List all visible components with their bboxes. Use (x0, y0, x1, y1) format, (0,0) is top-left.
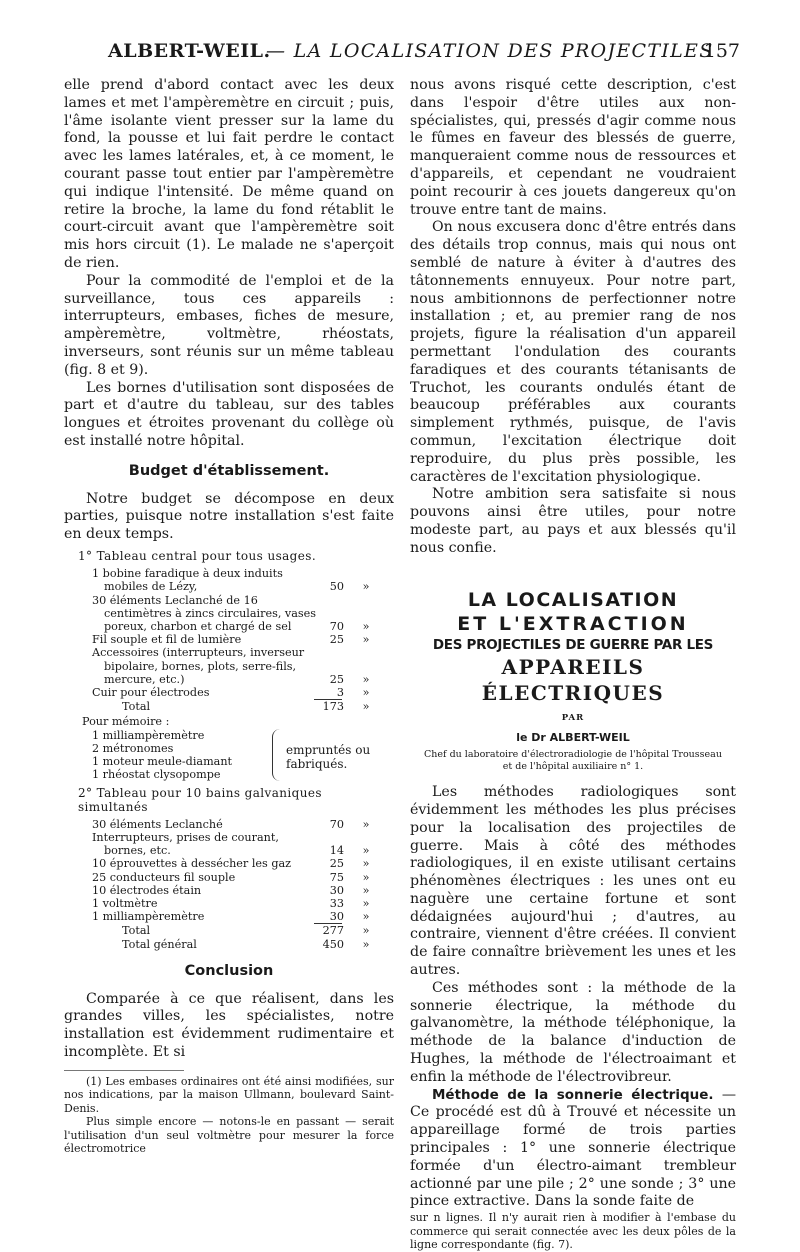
memo-list (64, 729, 394, 782)
paragraph: Ces méthodes sont : la méthode de la sonnerie électrique, la méthode du galvanomètre, la méthode téléphonique, la méthode de la balance d'induction de Hughes, la méthode de l'électroaimant et enfin la méthode de l'électrovibreur. (410, 979, 736, 1085)
row-label: 30 éléments Leclanché de 16 centimètres à zincs circulaires, vases poreux, charbon et chargé de sel (92, 593, 317, 633)
row-unit: » (362, 685, 370, 699)
total-label: Total (122, 924, 151, 938)
footnote: Plus simple encore — notons-le en passant — serait l'utilisation d'un seul voltmètre pour mesurer la force électromotrice (64, 1115, 394, 1156)
left-column (64, 77, 394, 1156)
footnote-divider (64, 1070, 184, 1071)
total-unit: » (362, 924, 370, 938)
row-value: 25 (329, 857, 344, 871)
budget-table-1 (64, 550, 394, 951)
table-row (64, 910, 394, 923)
table-row (64, 646, 394, 686)
row-value: 25 (329, 672, 344, 686)
row-label: 10 électrodes étain (92, 883, 202, 897)
row-label: 1 bobine faradique à deux induits mobiles de Lézy, (92, 567, 283, 594)
article-affiliation (410, 749, 736, 772)
budget-heading: Budget d'établissement. (128, 462, 330, 479)
total-unit: » (362, 700, 370, 714)
table-row (64, 686, 394, 699)
row-value: 33 (329, 897, 344, 910)
row-value: 25 (329, 633, 344, 647)
row-unit: » (362, 870, 370, 884)
paragraph (410, 1087, 736, 1212)
footnote-continuation: sur n lignes. Il n'y aurait rien à modifier à l'embase du commerce qui serait connectée avec les deux pôles de la ligne correspondante (fig. 7). (410, 1211, 736, 1252)
memo-item: 2 métronomes (92, 741, 174, 755)
affiliation-line: Chef du laboratoire d'électroradiologie de l'hôpital Trousseau (424, 749, 722, 761)
paragraph: Les méthodes radiologiques sont évidemment les méthodes les plus précises pour la localisation des projectiles de guerre. Mais à côté des méthodes radiologiques, il en existe utilisant certains phénomènes électriques : les unes ont eu naguère une certaine fortune et sont dédaignées aujourd'hui ; d'autres, au contraire, viennent d'être créées. Il convient de faire connaître brièvement les unes et les autres. (410, 784, 736, 979)
paragraph: Les bornes d'utilisation sont disposées de part et d'autre du tableau, sur des tables longues et étroites provenant du collège où est installé notre hôpital. (64, 379, 394, 449)
table-2-title: 2° Tableau pour 10 bains galvaniques simultanés (78, 786, 322, 814)
row-label: Fil souple et fil de lumière (92, 633, 242, 647)
header-title: — LA LOCALISATION DES PROJECTILES (266, 40, 714, 62)
method-heading: Méthode de la sonnerie électrique. (432, 1086, 714, 1103)
grand-total-value: 450 (322, 937, 344, 951)
page-number: 157 (703, 40, 740, 62)
affiliation-line: et de l'hôpital auxiliaire n° 1. (502, 760, 644, 772)
row-unit: » (362, 619, 370, 633)
row-unit: » (362, 672, 370, 686)
row-label: 25 conducteurs fil souple (92, 870, 236, 884)
paragraph: Notre budget se décompose en deux parties, puisque notre installation s'est faite en deux temps. (64, 490, 394, 543)
memo-note: empruntés ou fabriqués. (286, 742, 371, 771)
paragraph: nous avons risqué cette description, c'est dans l'espoir d'être utiles aux non-spécialistes, qui, pressés d'agir comme nous le fûmes en faveur des blessés de guerre, manqueraient comme nous de ressources et d'appareils, et cependant ne voudraient point recourir à ces jouets dangereux qu'on trouve entre tant de mains. (410, 77, 736, 218)
row-label: Interrupteurs, prises de courant, bornes, etc. (92, 830, 279, 858)
paragraph-text: — Ce procédé est dû à Trouvé et nécessite un appareillage formé de trois parties principales : 1° une sonnerie électrique formée d'un électro-aimant trembleur actionné par une pile ; 2° une sonde ; 3° une pince extractive. Dans la sonde faite de (410, 1086, 736, 1210)
table-1-title: 1° Tableau central pour tous usages. (78, 548, 317, 563)
memo-title: Pour mémoire : (82, 715, 170, 729)
running-header (108, 40, 740, 70)
byline-par: PAR (561, 712, 585, 723)
total-label: Total (122, 700, 151, 714)
table-total (64, 924, 394, 937)
row-label: 1 voltmètre (92, 897, 158, 910)
row-label: 10 éprouvettes à dessécher les gaz (92, 857, 292, 871)
table-total (64, 700, 394, 713)
article-heading (410, 588, 736, 773)
grand-total-unit: » (362, 937, 370, 951)
article-author: le Dr ALBERT-WEIL (516, 731, 630, 745)
row-unit: » (362, 580, 370, 594)
paragraph: Comparée à ce que réalisent, dans les grandes villes, les spécialistes, notre installation est évidemment rudimentaire et incomplète. Et si (64, 990, 394, 1060)
row-value: 50 (329, 580, 344, 594)
row-label: 1 milliampèremètre (92, 910, 205, 924)
table-row (64, 633, 394, 646)
row-unit: » (362, 910, 370, 924)
row-unit: » (362, 897, 370, 910)
row-unit: » (362, 883, 370, 897)
table-row (64, 897, 394, 910)
table-row (64, 884, 394, 897)
article-title-line-4: APPAREILS ÉLECTRIQUES (481, 654, 665, 705)
row-value: 14 (329, 844, 344, 858)
table-row (64, 818, 394, 831)
brace (272, 729, 281, 781)
right-column (410, 77, 736, 1252)
memo-item: 1 rhéostat clysopompe (92, 768, 221, 782)
row-unit: » (362, 844, 370, 858)
paragraph: elle prend d'abord contact avec les deux lames et met l'ampèremètre en circuit ; puis, l'âme isolante vient presser sur la lame du fond, la pousse et lui fait perdre le contact avec les lames latérales, et, à ce moment, le courant passe tout entier par l'ampèremètre qui indique l'intensité. De même quand on retire la broche, la lame du fond rétablit le court-circuit avant que l'ampèremètre soit mis hors circuit (1). Le malade ne s'aperçoit de rien. (64, 77, 394, 271)
table-row (64, 857, 394, 870)
article-title-line-2: ET L'EXTRACTION (457, 612, 689, 635)
header-author: ALBERT-WEIL. (108, 40, 271, 62)
memo-item: 1 moteur meule-diamant (92, 754, 233, 768)
grand-total-label: Total général (122, 937, 197, 951)
row-value: 30 (329, 910, 344, 924)
memo-item: 1 milliampèremètre (92, 728, 205, 742)
paragraph: Notre ambition sera satisfaite si nous pouvons ainsi être utiles, pour notre modeste part, au pays et aux blessés qu'il nous confie. (410, 486, 736, 556)
row-label: Accessoires (interrupteurs, inverseur bipolaire, bornes, plots, serre-fils, mercure, etc.) (92, 646, 305, 686)
row-label: 30 éléments Leclanché (92, 817, 223, 831)
row-value: 3 (336, 685, 344, 699)
row-value: 70 (329, 817, 344, 831)
table-row (64, 871, 394, 884)
row-value: 75 (329, 870, 344, 884)
table-row (64, 567, 394, 593)
row-unit: » (362, 817, 370, 831)
article-title-line-1: LA LOCALISATION (467, 588, 679, 611)
footnote: (1) Les embases ordinaires ont été ainsi modifiées, sur nos indications, par la maison Ullmann, boulevard Saint-Denis. (64, 1074, 394, 1115)
article-title-line-3: DES PROJECTILES DE GUERRE PAR LES (432, 636, 714, 653)
paragraph: Pour la commodité de l'emploi et de la surveillance, tous ces appareils : interrupteurs, embases, fiches de mesure, ampèremètre, voltmètre, rhéostats, inverseurs, sont réunis sur un même tableau (fig. 8 et 9). (64, 272, 394, 378)
grand-total (64, 938, 394, 951)
table-row (64, 594, 394, 634)
total-value: 173 (322, 700, 344, 714)
table-row (64, 831, 394, 857)
row-unit: » (362, 857, 370, 871)
row-value: 70 (329, 619, 344, 633)
row-unit: » (362, 633, 370, 647)
row-value: 30 (329, 883, 344, 897)
row-label: Cuir pour électrodes (92, 685, 210, 699)
conclusion-heading: Conclusion (184, 962, 274, 979)
total-value: 277 (322, 924, 344, 938)
paragraph: On nous excusera donc d'être entrés dans des détails trop connus, mais qui nous ont semblé de nature à éviter à d'autres des tâtonnements ennuyeux. Pour notre part, nous ambitionnons de perfectionner notre installation ; et, au premier rang de nos projets, figure la réalisation d'un appareil permettant l'ondulation des courants faradiques et des courants tétanisants de Truchot, les courants ondulés étant de beaucoup préférables aux courants simplement rythmés, puisque, de l'avis commun, l'excitation électrique doit reproduire, du plus près possible, les caractères de l'excitation physiologique. (410, 219, 736, 485)
